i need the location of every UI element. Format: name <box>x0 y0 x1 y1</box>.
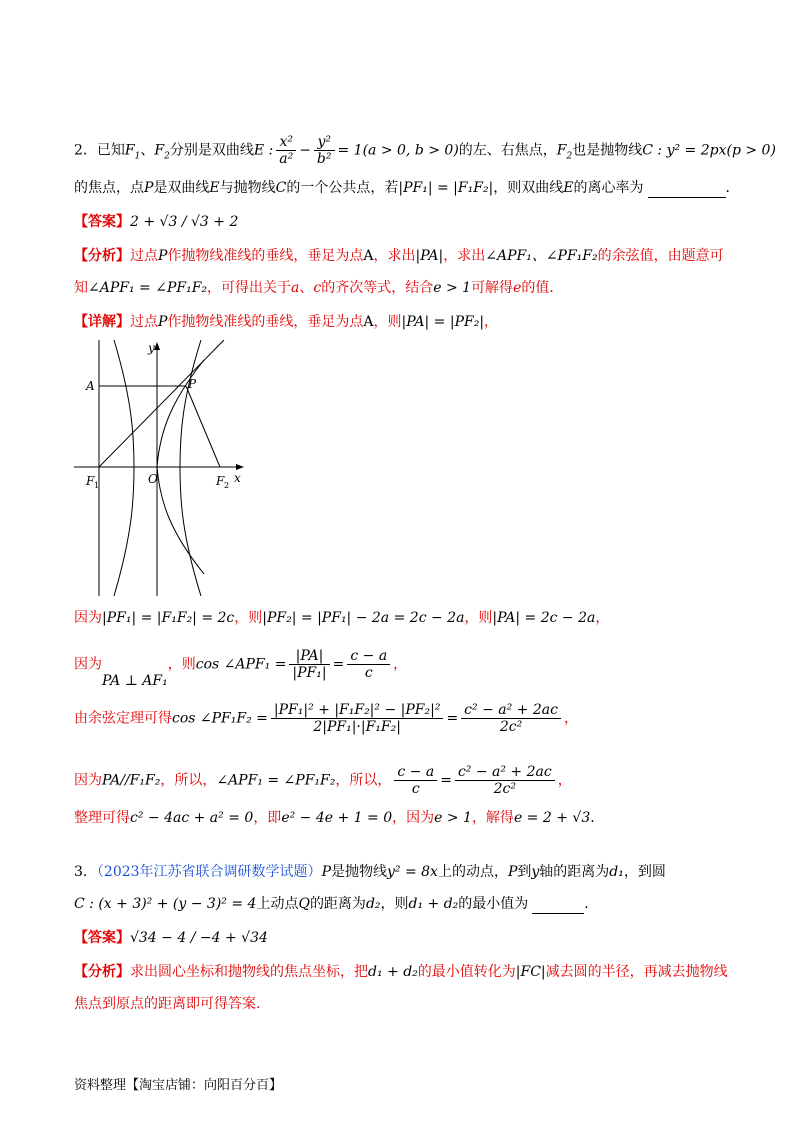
label-o: O <box>148 472 158 486</box>
q3-line1: 3．（2023年江苏省联合调研数学试题）P是抛物线y² = 8x上的动点，P到y轴的距离为d₁，到圆 <box>74 864 666 880</box>
q3-answer-blank <box>532 899 584 914</box>
label-f2: F <box>216 474 225 488</box>
segment-pf2 <box>186 386 220 467</box>
f1-symbol: F <box>124 142 135 159</box>
x-axis-arrow <box>236 464 244 470</box>
q3-source: （2023年江苏省联合调研数学试题） <box>96 864 322 880</box>
line-f1p <box>99 340 224 467</box>
label-p: P <box>188 377 197 391</box>
q2-line1: 2．已知$F_1$、$F_2$分别是双曲线E : $\frac{\text{x²}}{\text{a²}}$ − $\frac{\text{y²}}{\text{b²}}$ = 1(a > 0, b > 0)的左、右焦点，$F_2$也是抛物线C : y² = 2px(p > 0) <box>74 134 776 167</box>
q3-analysis-line1: 【分析】求出圆心坐标和抛物线的焦点坐标，把d₁ + d₂的最小值转化为|FC|减去圆的半径，再减去抛物线 <box>74 964 728 980</box>
label-f1: F <box>86 474 95 488</box>
hyperbola-left-branch <box>114 340 134 596</box>
y-axis-arrow <box>154 342 160 350</box>
q2-analysis-line2: 知∠APF₁ = ∠PF₁F₂，可得出关于a、c的齐次等式，结合e > 1可解得e的值. <box>74 280 554 296</box>
q2-step3: 由余弦定理可得cos ∠PF₁F₂ = $\frac{\text{|PF₁|² + |F₁F₂|² − |PF₂|²}}{\text{2|PF₁|·|F₁F₂|}}$ = $\frac{\text{c² − a² + 2ac}}{\text{2c²}}$ ， <box>74 702 578 735</box>
q3-answer: 【答案】√34 − 4 / −4 + √34 <box>74 930 268 946</box>
label-f1-sub: 1 <box>94 481 100 490</box>
answer-tag: 【答案】 <box>74 214 130 230</box>
q3-line2: C : (x + 3)² + (y − 3)² = 4上动点Q的距离为d₂，则d₁ + d₂的最小值为 ． <box>74 896 599 912</box>
label-y: y <box>148 341 155 355</box>
q2-analysis-line1: 【分析】过点P作抛物线准线的垂线，垂足为点A，求出|PA|，求出∠APF₁、∠PF₁F₂的余弦值，由题意可 <box>74 248 724 264</box>
q2-step5: 整理可得c² − 4ac + a² = 0，即e² − 4e + 1 = 0，因为e > 1，解得e = 2 + √3. <box>74 810 595 826</box>
q2-line2: 的焦点，点P是双曲线E与抛物线C的一个公共点，若|PF₁| = |F₁F₂|，则双曲线E的离心率为 ． <box>74 180 740 196</box>
label-x: x <box>234 471 241 485</box>
q2-answer <box>74 212 238 232</box>
parabola-equation: C : y² = 2px(p > 0) <box>642 142 776 159</box>
answer-value: 2 + √3 / √3 + 2 <box>130 214 239 230</box>
hyperbola-frac-x: $\frac{\text{x²}}{\text{a²}}$ <box>276 134 296 167</box>
q2-step4: 因为PA//F₁F₂，所以，∠APF₁ = ∠PF₁F₂，所以， $\frac{c - a}{c}$ = $\frac{\text{c² − a² + 2ac}}{\text{2c²}}$ ， <box>74 764 572 797</box>
q2-detail-line: 【详解】过点P作抛物线准线的垂线，垂足为点A，则|PA| = |PF₂|， <box>74 314 499 330</box>
hyperbola-frac-y: $\frac{\text{y²}}{\text{b²}}$ <box>314 134 335 167</box>
hyperbola-parabola-figure <box>74 340 246 596</box>
q3-analysis-line2: 焦点到原点的距离即可得答案. <box>74 996 261 1012</box>
answer-blank <box>648 183 726 198</box>
label-f2-sub: 2 <box>224 481 230 490</box>
q2-step1: 因为|PF₁| = |F₁F₂| = 2c，则|PF₂| = |PF₁| − 2a = 2c − 2a，则|PA| = 2c − 2a， <box>74 610 610 626</box>
q2-step2: 因为PA ⊥ AF₁，则cos ∠APF₁ = $\frac{|PA|}{\text{|PF₁|}}$ = $\frac{c - a}{c}$ ， <box>74 648 408 689</box>
label-a: A <box>86 379 95 393</box>
page-footer: 资料整理【淘宝店铺：向阳百分百】 <box>74 1078 283 1093</box>
f2-symbol: F <box>154 142 165 159</box>
